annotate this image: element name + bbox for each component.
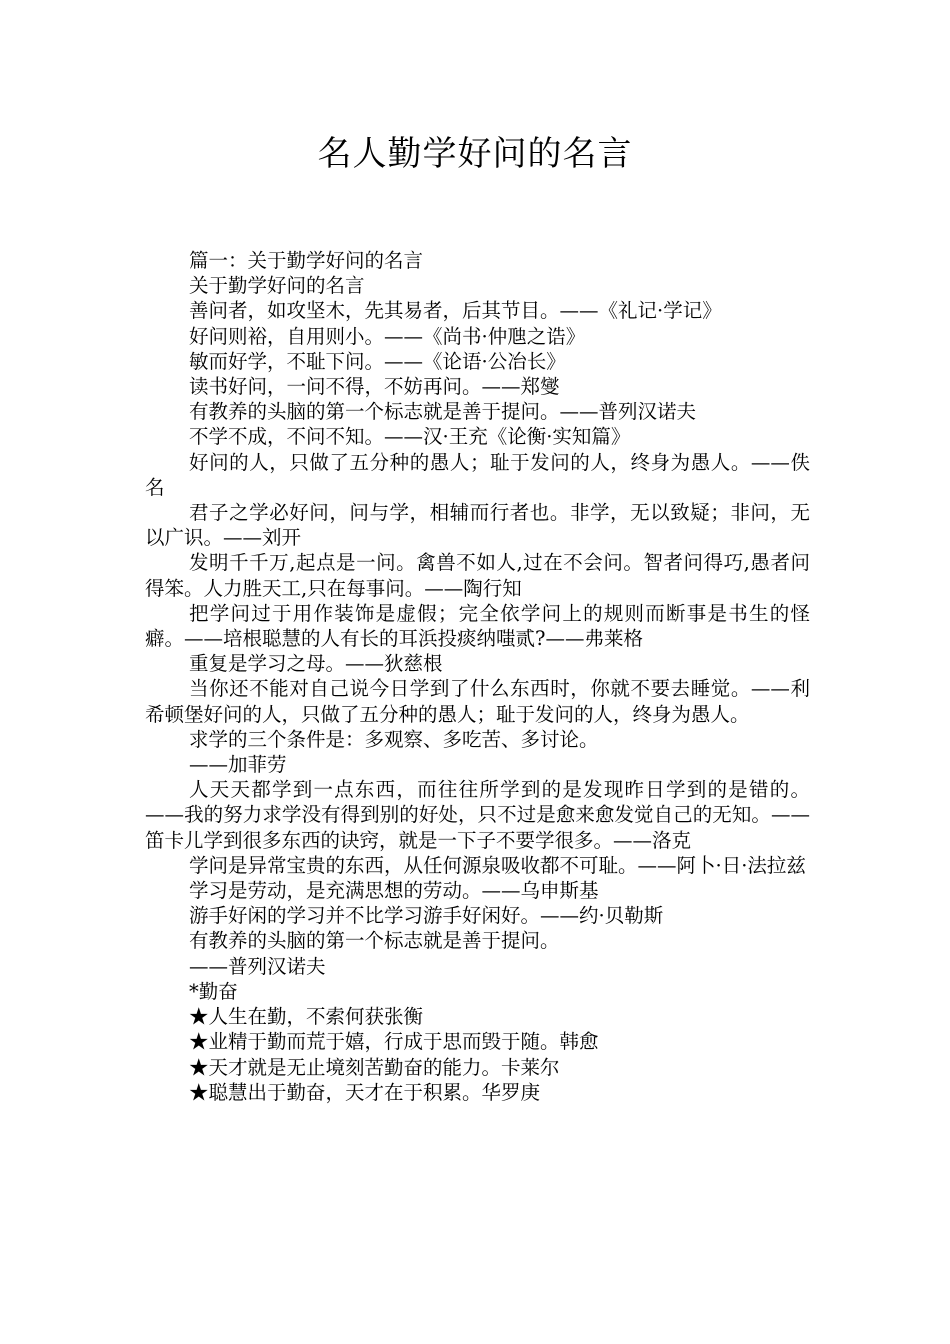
document-body	[145, 248, 810, 1105]
paragraph: 把学问过于用作装饰是虚假；完全依学问上的规则而断事是书生的怪癖。——培根聪慧的人有长的耳浜投痰纳嗤贰?——弗莱格	[145, 601, 810, 651]
paragraph: 关于勤学好问的名言	[189, 274, 365, 298]
list-item: ★聪慧出于勤奋，天才在于积累。华罗庚	[189, 1080, 541, 1104]
paragraph: ——加菲劳	[189, 753, 287, 777]
paragraph: 君子之学必好问，问与学，相辅而行者也。非学，无以致疑；非问，无以广识。——刘开	[145, 501, 810, 550]
paragraph: ——普列汉诺夫	[189, 954, 326, 978]
paragraph: 发明千千万,起点是一问。禽兽不如人,过在不会问。智者问得巧,愚者问得笨。人力胜天工,只在每事问。——陶行知	[145, 551, 810, 600]
paragraph: 好问则裕，自用则小。——《尚书·仲虺之诰》	[189, 324, 586, 348]
paragraph: 篇一：关于勤学好问的名言	[189, 249, 424, 272]
list-item: ★业精于勤而荒于嬉，行成于思而毁于随。韩愈	[189, 1030, 599, 1054]
paragraph: 学问是异常宝贵的东西，从任何源泉吸收都不可耻。——阿卜·日·法拉兹	[189, 853, 806, 877]
section-heading: *勤奋	[189, 979, 238, 1003]
paragraph: 当你还不能对自己说今日学到了什么东西时，你就不要去睡觉。——利希顿堡好问的人，只做了五分种的愚人；耻于发问的人，终身为愚人。	[145, 677, 810, 726]
paragraph: 善问者，如攻坚木，先其易者，后其节目。——《礼记·学记》	[189, 299, 722, 323]
paragraph: 不学不成，不问不知。——汉·王充《论衡·实知篇》	[189, 425, 631, 449]
list-item: ★天才就是无止境刻苦勤奋的能力。卡莱尔	[189, 1055, 560, 1079]
paragraph: 有教养的头脑的第一个标志就是善于提问。	[189, 929, 560, 953]
list-item: ★人生在勤，不索何获张衡	[189, 1005, 424, 1029]
paragraph: 求学的三个条件是：多观察、多吃苦、多讨论。	[189, 727, 599, 751]
paragraph: 读书好问，一问不得，不妨再问。——郑燮	[189, 375, 560, 399]
paragraph: 有教养的头脑的第一个标志就是善于提问。——普列汉诺夫	[189, 400, 697, 424]
paragraph: 重复是学习之母。——狄慈根	[189, 652, 443, 676]
paragraph: 敏而好学，不耻下问。——《论语·公冶长》	[189, 349, 566, 373]
paragraph: 学习是劳动，是充满思想的劳动。——乌申斯基	[189, 879, 599, 903]
paragraph: 好问的人，只做了五分种的愚人；耻于发问的人，终身为愚人。——佚名	[145, 450, 810, 499]
document-title: 名人勤学好问的名言	[317, 134, 633, 174]
paragraph: 游手好闲的学习并不比学习游手好闲好。——约·贝勒斯	[189, 904, 664, 928]
paragraph: 人天天都学到一点东西，而往往所学到的是发现昨日学到的是错的。——我的努力求学没有得到别的好处，只不过是愈来愈发觉自己的无知。——笛卡儿学到很多东西的诀窍，就是一下子不要学很多。——洛克	[145, 778, 810, 852]
